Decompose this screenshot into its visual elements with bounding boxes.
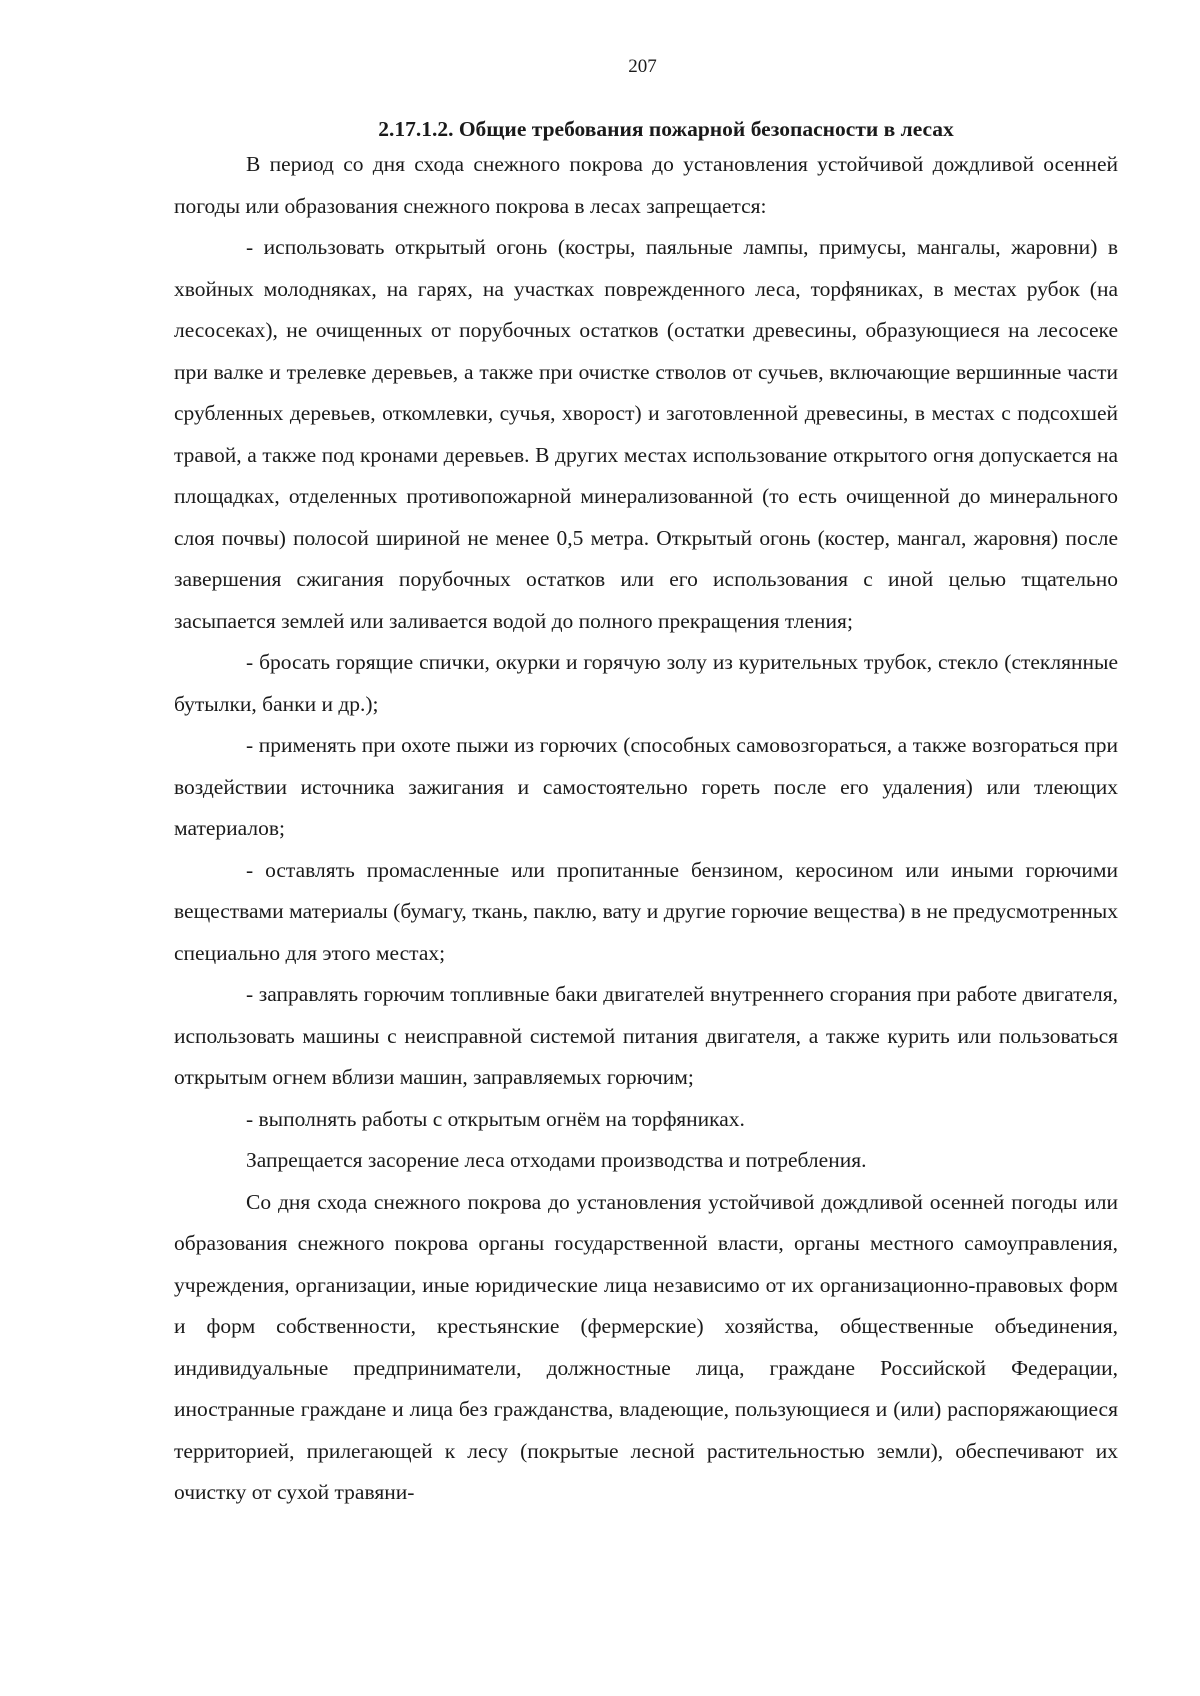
paragraph-matches: - бросать горящие спички, окурки и горячую золу из курительных трубок, стекло (стеклянные бутылки, банки и др.); bbox=[174, 650, 1118, 716]
paragraph-littering: Запрещается засорение леса отходами производства и потребления. bbox=[246, 1148, 867, 1172]
paragraph-refueling: - заправлять горючим топливные баки двигателей внутреннего сгорания при работе двигателя, использовать машины с неисправной системой питания двигателя, а также курить или пользоваться открытым огнем вблизи машин, заправляемых горючим; bbox=[174, 982, 1118, 1089]
paragraph-peat-work: - выполнять работы с открытым огнём на торфяниках. bbox=[246, 1106, 745, 1131]
paragraph-open-fire: - использовать открытый огонь (костры, паяльные лампы, примусы, мангалы, жаровни) в хвойных молодняках, на гарях, на участках поврежденного леса, торфяниках, в местах рубок (на лесосеках), не очищенных от порубочных остатков (остатки древесины, образующиеся на лесосеке при валке и трелевке деревьев, а также при очистке стволов от сучьев, включающие вершинные части срубленных деревьев, откомлевки, сучья, хворост) и заготовленной древесины, в местах с подсохшей травой, а также под кронами деревьев. В других местах использование открытого огня допускается на площадках, отделенных противопожарной минерализованной (то есть очищенной до минерального слоя почвы) полосой шириной не менее 0,5 метра. Открытый огонь (костер, мангал, жаровня) после завершения сжигания порубочных остатков или его использования с иной целью тщательно засыпается землей или заливается водой до полного прекращения тления; bbox=[174, 235, 1118, 633]
page-number: 207 bbox=[628, 56, 657, 77]
paragraph-territory-clearing: Со дня схода снежного покрова до установления устойчивой дождливой осенней погоды или образования снежного покрова органы государственной власти, органы местного самоуправления, учреждения, организации, иные юридические лица независимо от их организационно-правовых форм и форм собственности, крестьянские (фермерские) хозяйства, общественные объединения, индивидуальные предприниматели, должностные лица, граждане Российской Федерации, иностранные граждане и лица без гражданства, владеющие, пользующиеся и (или) распоряжающиеся территорией, прилегающей к лесу (покрытые лесной растительностью земли), обеспечивают их очистку от сухой травяни- bbox=[174, 1189, 1118, 1504]
paragraph-oily-materials: - оставлять промасленные или пропитанные бензином, керосином или иными горючими веществами материалы (бумагу, ткань, паклю, вату и другие горючие вещества) в не предусмотренных специально для этого местах; bbox=[174, 857, 1118, 965]
paragraph-hunting-wads: - применять при охоте пыжи из горючих (способных самовозгораться, а также возгораться при воздействии источника зажигания и самостоятельно гореть после его удаления) или тлеющих материалов; bbox=[174, 733, 1118, 840]
page-body bbox=[174, 114, 1118, 1514]
section-heading: 2.17.1.2. Общие требования пожарной безопасности в лесах bbox=[378, 117, 954, 141]
paragraph-intro: В период со дня схода снежного покрова до установления устойчивой дождливой осенней погоды или образования снежного покрова в лесах запрещается: bbox=[174, 152, 1118, 218]
